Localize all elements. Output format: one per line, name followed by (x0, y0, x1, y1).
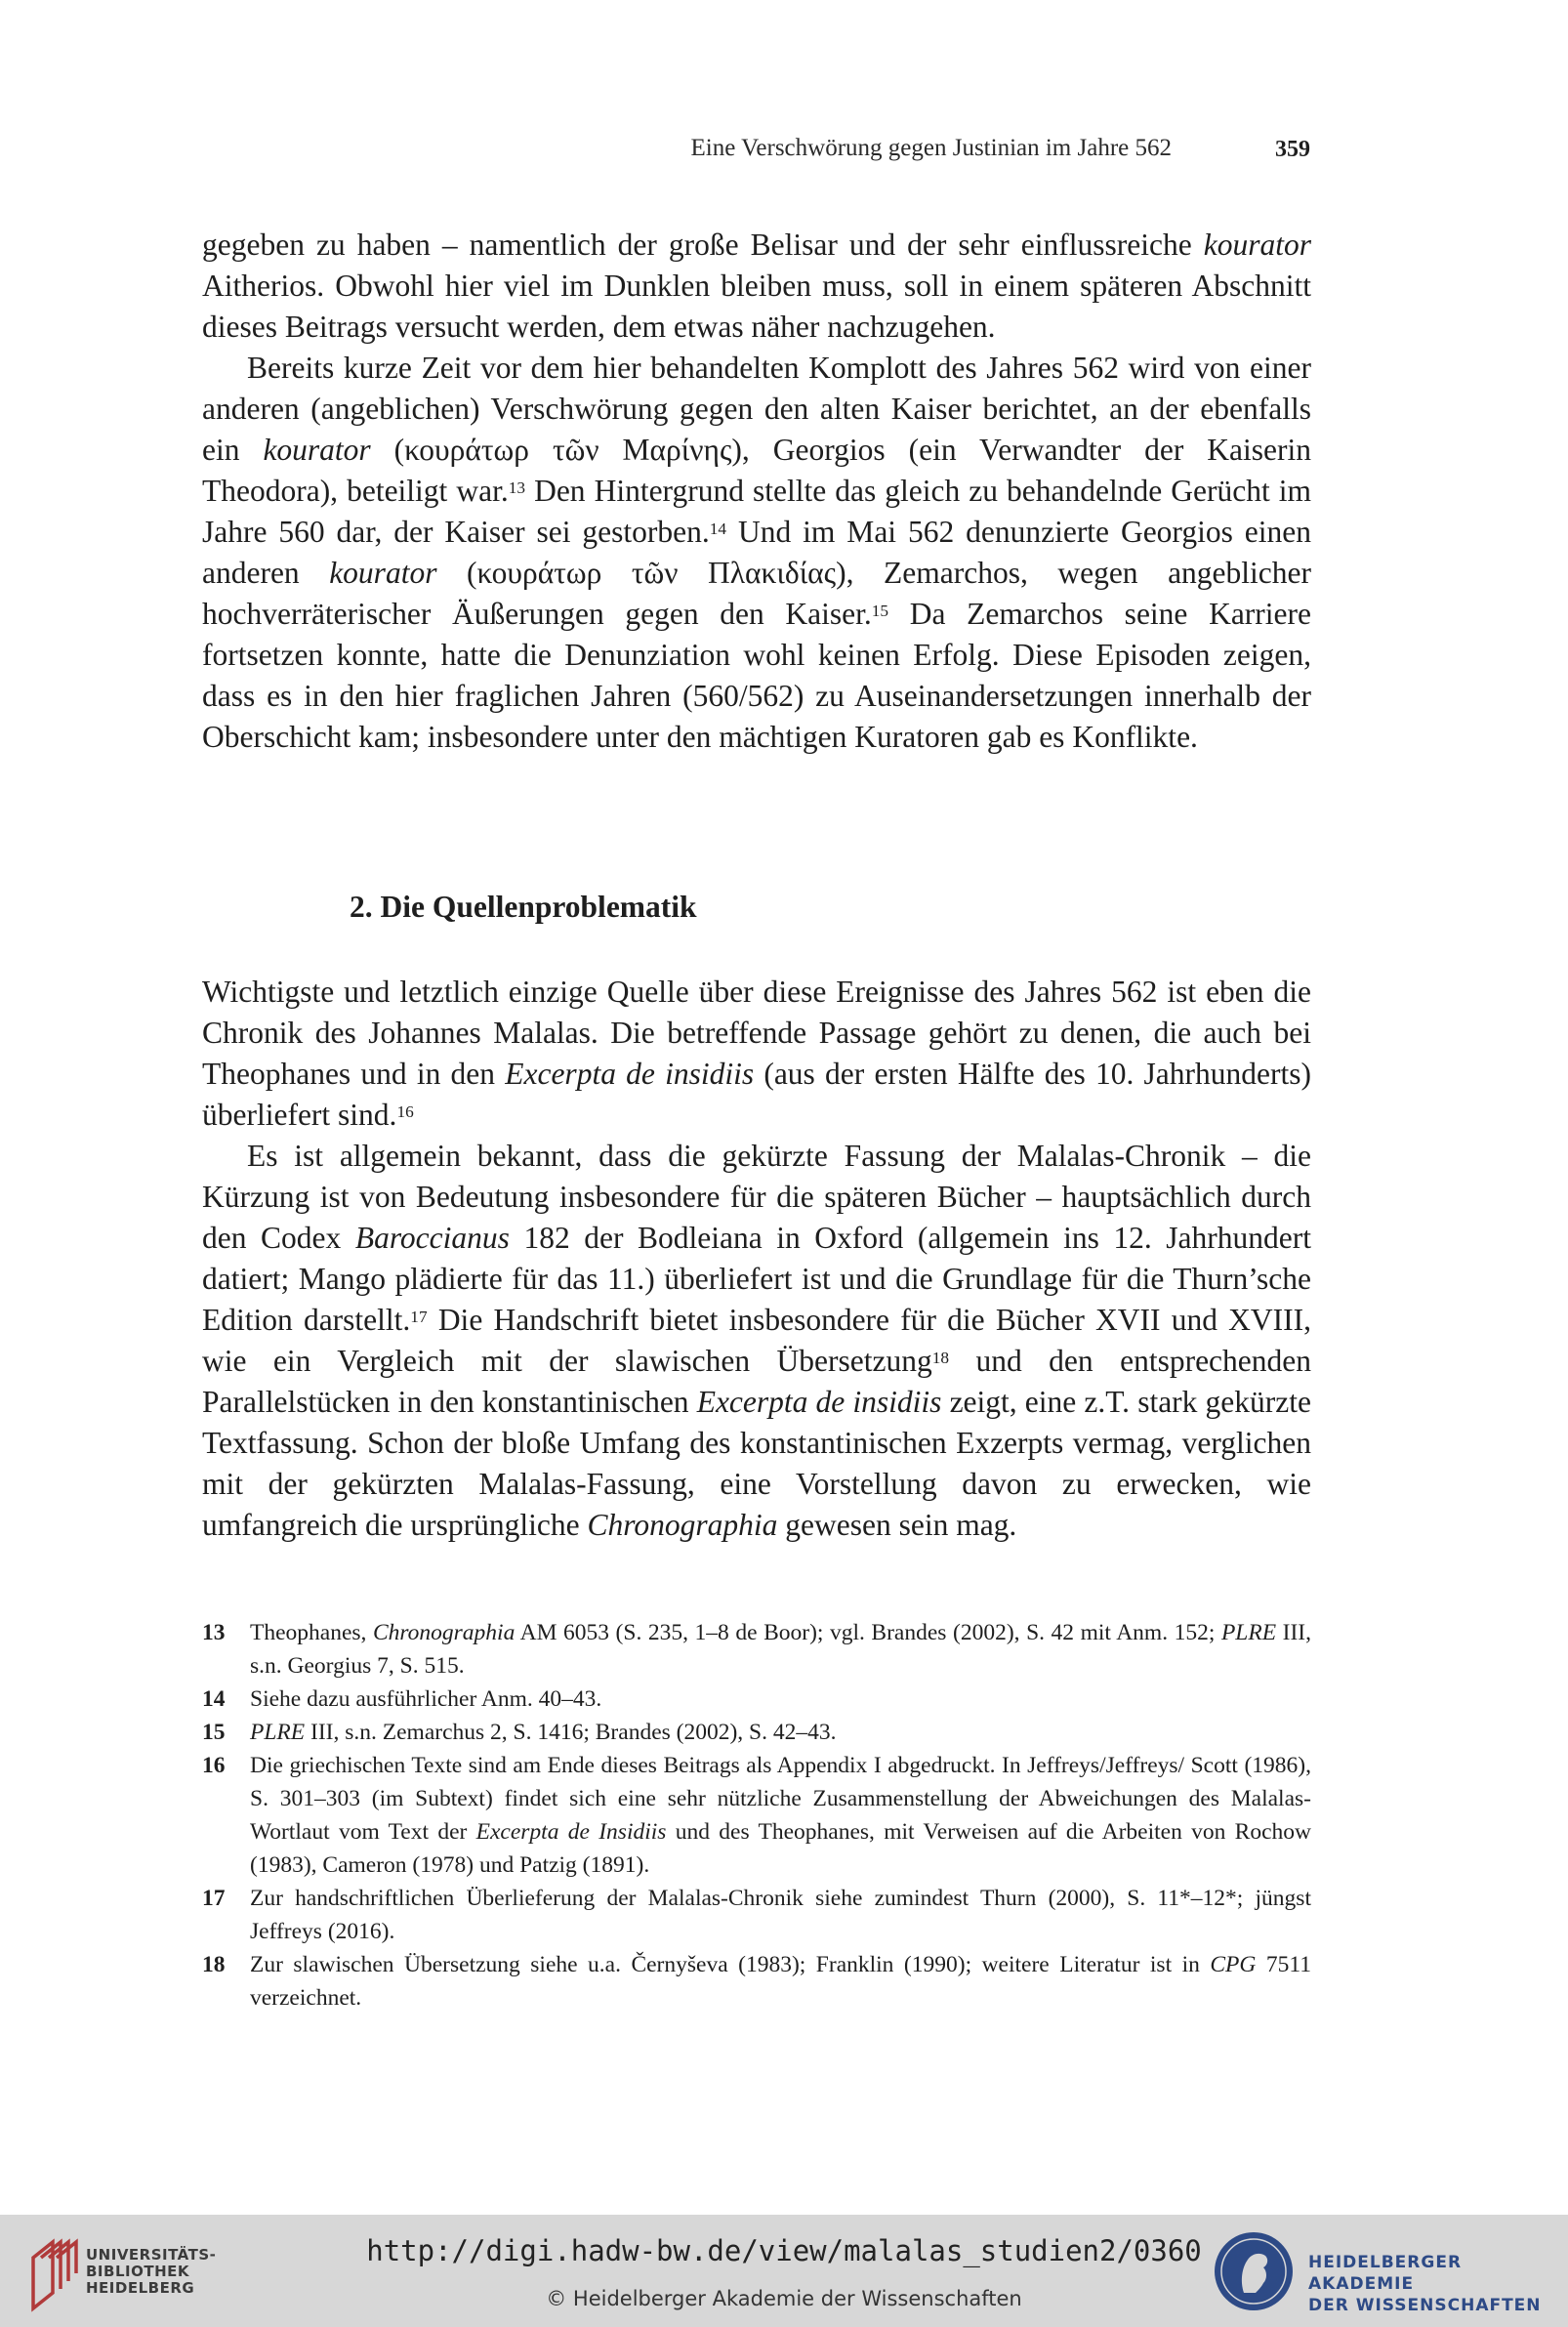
text-run: (aus der ersten Hälfte des 10. Jahrhunderts) überliefert sind. (202, 1057, 1311, 1132)
text-run: III, s.n. Zemarchus 2, S. 1416; Brandes (2002), S. 42–43. (305, 1720, 837, 1745)
text-run: Zur slawischen Übersetzung siehe u.a. Černyševa (1983); Franklin (1990); weitere Literatur ist in (250, 1952, 1211, 1977)
italic-text: Chronographia (372, 1620, 516, 1645)
footnote (202, 1716, 1311, 1749)
footnote-number: 15 (202, 1720, 226, 1745)
italic-text: kourator (1203, 228, 1311, 262)
footnote-number: 17 (202, 1886, 226, 1911)
italic-text: Excerpta de insidiis (505, 1057, 755, 1091)
footnote-ref: 13 (508, 478, 526, 498)
text-run: Die griechischen Texte sind am Ende dieses Beitrags als Appendix I abgedruckt. In Jeffreys/Jeffreys/ Scott (1986), S. 301–303 (im Subtext) findet sich eine sehr nützliche Zusammenstellung der Abweichungen des Malalas-Wortlaut vom Text der (250, 1753, 1311, 1845)
footnote (202, 1882, 1311, 1948)
text-run: zeigt, eine z.T. stark gekürzte Textfassung. Schon der bloße Umfang des konstantinischen Exzerpts vermag, verglichen mit der gekürzten Malalas-Fassung, eine Vorstellung davon zu erwecken, wie umfangreich die ursprüngliche (202, 1385, 1311, 1542)
text-run: Den Hintergrund stellte das gleich zu behandelnde Gerücht im Jahre 560 dar, der Kaiser sei gestorben. (202, 474, 1312, 549)
text-run: Und im Mai 562 denunzierte Georgios einen anderen (202, 515, 1311, 590)
paragraph-3 (202, 972, 1311, 1136)
text-run: 7511 verzeichnet. (250, 1952, 1311, 2011)
italic-text: CPG (1210, 1952, 1257, 1977)
italic-text: PLRE (250, 1720, 306, 1745)
body-text-block-1 (202, 225, 1311, 758)
running-head (0, 135, 1568, 170)
body-text-block-2 (202, 972, 1311, 1546)
text-run: (κουράτωρ τῶν Μαρίνης), Georgios (ein Verwandter der Kaiserin Theodora), beteiligt war. (202, 433, 1311, 508)
italic-text: Excerpta de Insidiis (475, 1819, 667, 1845)
page-number: 359 (1275, 137, 1310, 162)
italic-text: PLRE (1220, 1620, 1277, 1645)
academy-logo[interactable] (1211, 2228, 1543, 2314)
academy-seal-icon (1211, 2228, 1297, 2314)
text-run: und den entsprechenden Parallelstücken in den konstantinischen (202, 1344, 1311, 1419)
italic-text: Excerpta de insidiis (696, 1385, 942, 1419)
running-title: Eine Verschwörung gegen Justinian im Jahre 562 (690, 135, 1172, 161)
footnote (202, 1749, 1311, 1882)
footnote-number: 14 (202, 1686, 226, 1712)
footer-bar (0, 2215, 1568, 2327)
academy-logo-text: HEIDELBERGER AKADEMIE DER WISSENSCHAFTEN (1308, 2253, 1542, 2315)
text-run: Da Zemarchos seine Karriere fortsetzen konnte, hatte die Denunziation wohl keinen Erfolg. Diese Episoden zeigen, dass es in den hier fraglichen Jahren (560/562) zu Auseinandersetzungen innerhalb der Oberschicht kam; insbesondere unter den mächtigen Kuratoren gab es Konflikte. (202, 597, 1311, 754)
footnote-ref: 15 (871, 602, 889, 621)
footnote-ref: 17 (410, 1308, 428, 1327)
text-run: 182 der Bodleiana in Oxford (allgemein ins 12. Jahrhundert datiert; Mango plädierte für das 11.) überliefert ist und die Grundlage für die Thurn’sche Edition darstellt. (202, 1221, 1311, 1337)
text-run: Wichtigste und letztlich einzige Quelle über diese Ereignisse des Jahres 562 ist eben die Chronik des Johannes Malalas. Die betreffende Passage gehört zu denen, die auch bei Theophanes und in den (202, 975, 1311, 1091)
footnote-ref: 14 (709, 519, 727, 539)
footnote-number: 18 (202, 1952, 226, 1977)
italic-text: kourator (263, 433, 371, 467)
text-run: (κουράτωρ τῶν Πλακιδίας), Zemarchos, wegen angeblicher hochverräterischer Äußerungen gegen den Kaiser. (202, 556, 1311, 631)
paragraph-1 (202, 225, 1311, 348)
text-run: AM 6053 (S. 235, 1–8 de Boor); vgl. Brandes (2002), S. 42 mit Anm. 152; (515, 1620, 1221, 1645)
text-run: gegeben zu haben – namentlich der große Belisar und der sehr einflussreiche (202, 228, 1204, 262)
footer-url[interactable]: http://digi.hadw-bw.de/view/malalas_studien2/0360 (366, 2234, 1202, 2267)
footnote (202, 1683, 1311, 1716)
footer-copyright: © Heidelberger Akademie der Wissenschaften (546, 2287, 1022, 2310)
text-run: Die Handschrift bietet insbesondere für die Bücher XVII und XVIII, wie ein Vergleich mit der slawischen Übersetzung (202, 1303, 1311, 1378)
library-logo-text: UNIVERSITÄTS- BIBLIOTHEK HEIDELBERG (86, 2246, 217, 2297)
text-run: und des Theophanes, mit Verweisen auf die Arbeiten von Rochow (1983), Cameron (1978) und Patzig (1891). (250, 1819, 1311, 1878)
footnotes (202, 1616, 1311, 2015)
footnote (202, 1616, 1311, 1683)
text-run: Zur handschriftlichen Überlieferung der Malalas-Chronik siehe zumindest Thurn (2000), S. 11*–12*; jüngst Jeffreys (2016). (250, 1886, 1311, 1944)
italic-text: Baroccianus (354, 1221, 510, 1255)
text-run: III, s.n. Georgius 7, S. 515. (250, 1620, 1311, 1679)
paragraph-2 (202, 348, 1311, 758)
text-run: Bereits kurze Zeit vor dem hier behandelten Komplott des Jahres 562 wird von einer anderen (angeblichen) Verschwörung gegen den alten Kaiser berichtet, an der ebenfalls ein (202, 351, 1311, 467)
footnote-ref: 16 (396, 1102, 414, 1122)
italic-text: kourator (329, 556, 437, 590)
text-run: Siehe dazu ausführlicher Anm. 40–43. (250, 1686, 602, 1712)
footnote (202, 1948, 1311, 2015)
text-run: Theophanes, (250, 1620, 373, 1645)
footnote-ref: 18 (931, 1349, 950, 1368)
italic-text: Chronographia (587, 1508, 778, 1542)
text-run: Aitherios. Obwohl hier viel im Dunklen bleiben muss, soll in einem späteren Abschnitt dieses Beitrags versucht werden, dem etwas näher nachzugehen. (202, 269, 1311, 344)
text-run: Es ist allgemein bekannt, dass die gekürzte Fassung der Malalas-Chronik – die Kürzung ist von Bedeutung insbesondere für die späteren Bücher – hauptsächlich durch den Codex (202, 1139, 1311, 1255)
section-heading: 2. Die Quellenproblematik (350, 890, 697, 924)
footnote-number: 16 (202, 1753, 226, 1778)
footnote-number: 13 (202, 1620, 226, 1645)
paragraph-4 (202, 1136, 1311, 1546)
text-run: gewesen sein mag. (777, 1508, 1017, 1542)
